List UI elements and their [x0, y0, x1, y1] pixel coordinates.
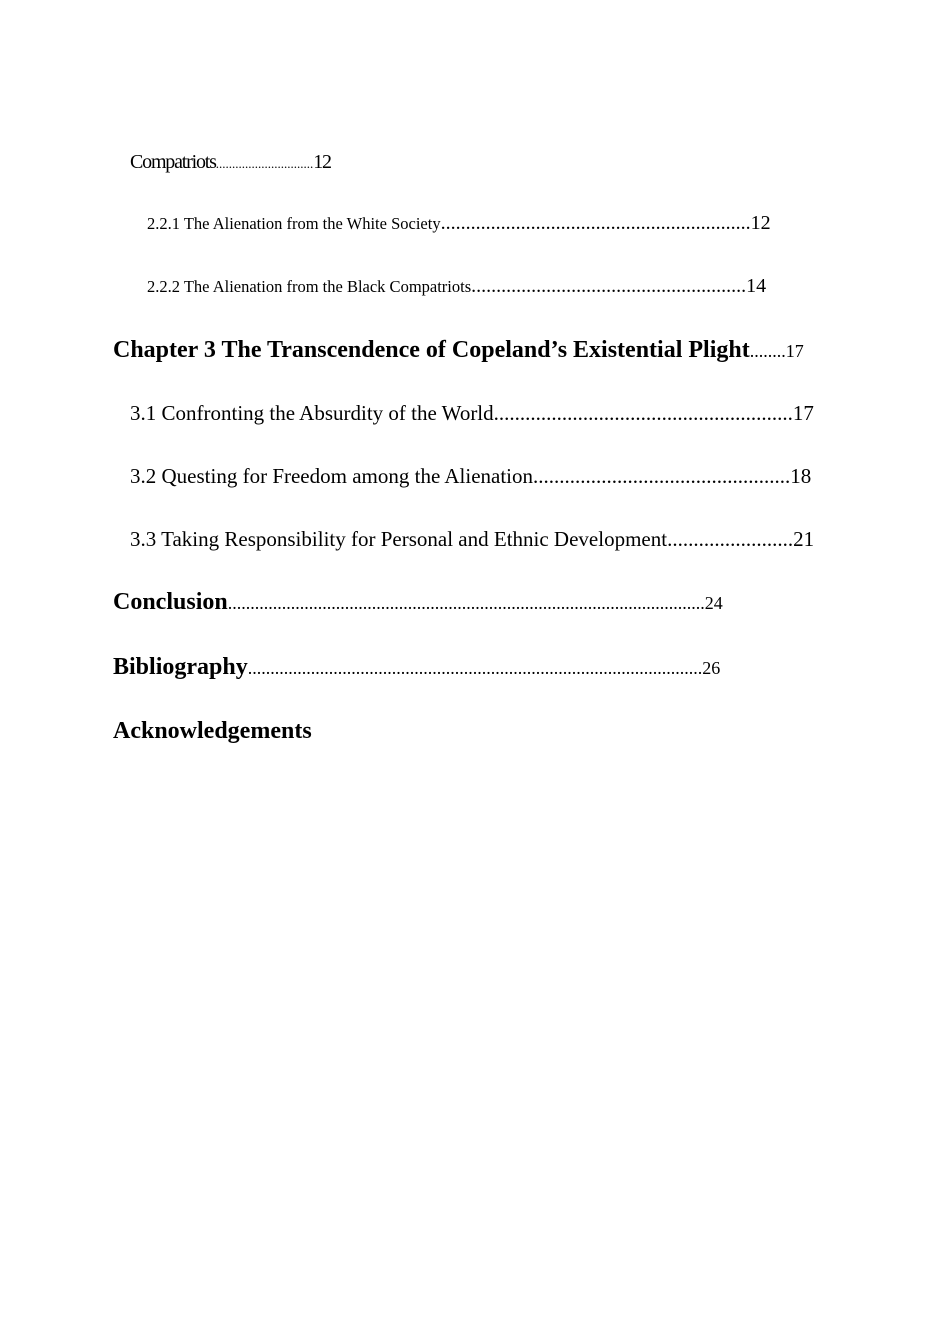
toc-leader-dots: .............................. [215, 156, 314, 171]
toc-entry-conclusion[interactable] [113, 590, 723, 614]
toc-page-number: 21 [793, 527, 815, 551]
toc-page-number: 14 [746, 275, 767, 297]
toc-entry-title: 2.2.1 The Alienation from the White Society [147, 214, 441, 233]
toc-entry-title: Chapter 3 The Transcendence of Copeland’s Existential Plight [113, 337, 750, 363]
toc-leader-dots: ........ [749, 341, 786, 361]
toc-entry-3-1[interactable] [130, 403, 814, 424]
toc-page-number: 17 [785, 341, 804, 361]
toc-entry-2-2-2[interactable] [147, 276, 766, 296]
toc-entry-title: Conclusion [113, 589, 228, 615]
toc-page-number: 24 [704, 593, 723, 613]
toc-page-number: 12 [313, 151, 331, 173]
toc-entry-bibliography[interactable] [113, 655, 720, 679]
toc-entry-3-3[interactable] [130, 529, 814, 550]
toc-leader-dots: ....................................................... [471, 275, 747, 297]
toc-page-number: 17 [792, 401, 814, 425]
toc-entry-title: 2.2.2 The Alienation from the Black Compatriots [147, 277, 472, 296]
toc-leader-dots: ................................................. [533, 464, 791, 488]
toc-entry-3-2[interactable] [130, 466, 811, 487]
toc-entry-title: Bibliography [113, 654, 248, 680]
toc-leader-dots: .......................................................................................................... [227, 593, 705, 613]
toc-leader-dots: .............................................................. [440, 212, 751, 234]
toc-entry-acknowledgements[interactable] [113, 719, 312, 743]
toc-entry-compatriots-continued[interactable] [130, 152, 331, 172]
toc-leader-dots: ..................................................................................................... [247, 658, 703, 678]
toc-entry-title: 3.2 Questing for Freedom among the Alienation [130, 464, 534, 488]
toc-leader-dots: ......................................................... [493, 401, 793, 425]
toc-entry-title: 3.1 Confronting the Absurdity of the World [130, 401, 494, 425]
toc-entry-2-2-1[interactable] [147, 213, 771, 233]
toc-page-number: 26 [702, 658, 721, 678]
toc-entry-title: Compatriots [130, 151, 216, 173]
toc-entry-chapter-3[interactable] [113, 338, 804, 362]
toc-leader-dots: ........................ [667, 527, 794, 551]
toc-page-number: 12 [750, 212, 771, 234]
toc-entry-title: Acknowledgements [113, 718, 312, 744]
toc-entry-title: 3.3 Taking Responsibility for Personal and Ethnic Development [130, 527, 668, 551]
toc-page-number: 18 [790, 464, 812, 488]
